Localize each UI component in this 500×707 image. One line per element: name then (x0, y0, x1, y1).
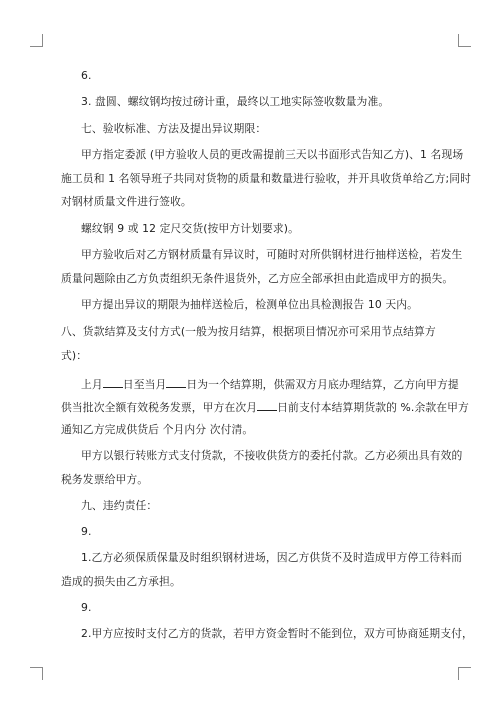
blank-day-end (166, 376, 186, 388)
section-heading-acceptance: 七、验收标准、方法及提出异议期限： (81, 122, 267, 135)
text-segment: 供当批次全额有效税务发票，甲方在次月 (61, 401, 258, 414)
paragraph-line: 税务发票给甲方。 (61, 473, 149, 486)
paragraph-line: 甲方提出异议的期限为抽样送检后，检测单位出具检测报告 10 天内。 (81, 298, 419, 311)
text-segment: 日至当月 (122, 378, 167, 391)
paragraph-line: 1.乙方必须保质保量及时组织钢材进场，因乙方供货不及时造成甲方停工待料而 (81, 551, 462, 564)
paragraph-line: 施工员和 1 名领导班子共同对货物的质量和数量进行验收，并开具收货单给乙方;同时 (61, 172, 472, 185)
clause-weighing: 3. 盘圆、螺纹钢均按过磅计重，最终以工地实际签收数量为准。 (81, 95, 390, 108)
paragraph-line: 质量问题除由乙方负责组织无条件退货外，乙方应全部承担由此造成甲方的损失。 (61, 272, 454, 285)
section-heading-payment: 八、货款结算及支付方式(一般为按月结算，根据项目情况亦可采用节点结算方 (61, 325, 436, 338)
text-segment: 上月 (81, 378, 103, 391)
paragraph-line: 2.甲方应按时支付乙方的货款，若甲方资金暂时不能到位，双方可协商延期支付， (81, 627, 473, 640)
crop-mark-top-right (458, 34, 471, 47)
paragraph-line: 甲方验收后对乙方钢材质量有异议时，可随时对所供钢材进行抽样送检，若发生 (81, 248, 463, 261)
blank-day-start (103, 376, 123, 388)
clause-number-6: 6. (81, 69, 92, 82)
paragraph-line: 造成的损失由乙方承担。 (61, 575, 181, 588)
text-segment: 日前支付本结算期货款的 %.余款在甲方 (277, 401, 469, 414)
crop-mark-bottom-right (458, 667, 471, 680)
section-heading-liability: 九、违约责任： (81, 499, 158, 512)
section-heading-payment-cont: 式)： (61, 349, 88, 362)
paragraph-line-settlement (81, 376, 459, 392)
text-segment: 日为一个结算期，供需双方月底办理结算，乙方向甲方提 (186, 378, 459, 391)
paragraph-line: 甲方指定委派 (甲方验收人员的更改需提前三天以书面形式告知乙方)、1 名现场 (81, 148, 464, 161)
paragraph-line: 对钢材质量文件进行签收。 (61, 195, 192, 208)
paragraph-line: 甲方以银行转账方式支付货款，不接收供货方的委托付款。乙方必须出具有效的 (81, 449, 463, 462)
clause-number-9: 9. (81, 525, 92, 538)
crop-mark-top-left (30, 34, 43, 47)
paragraph-line: 通知乙方完成供货后 个月内分 次付清。 (61, 423, 254, 436)
paragraph-line-invoice (61, 399, 469, 415)
paragraph-line: 螺纹钢 9 或 12 定尺交货(按甲方计划要求)。 (81, 222, 300, 235)
blank-pay-day (257, 399, 277, 411)
clause-number-9: 9. (81, 601, 92, 614)
crop-mark-bottom-left (30, 667, 43, 680)
